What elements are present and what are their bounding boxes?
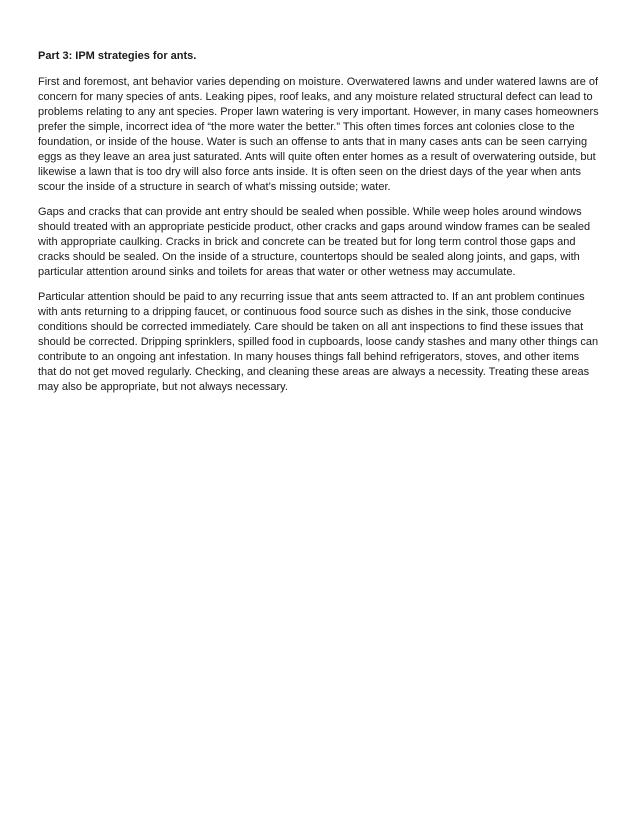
paragraph-gaps-cracks: Gaps and cracks that can provide ant entry should be sealed when possible. While weep holes around windows should treated with an appropriate pesticide product, other cracks and gaps around window frames can be sealed with appropriate caulking. Cracks in brick and concrete can be treated but for long term control those gaps and cracks should be sealed. On the inside of a structure, countertops should be sealed along joints, and gaps, with particular attention around sinks and toilets for areas that water or other wetness may accumulate. <box>38 206 591 278</box>
paragraph-recurring-issues: Particular attention should be paid to any recurring issue that ants seem attracted to. If an ant problem continues with ants returning to a dripping faucet, or continuous food source such as dishes in the sink, those conducive conditions should be corrected immediately. Care should be taken on all ant inspections to find these issues that should be corrected. Dripping sprinklers, spilled food in cupboards, loose candy stashes and many other things can contribute to an ongoing ant infestation. In many houses things fall behind refrigerators, stoves, and other items that do not get moved regularly. Checking, and cleaning these areas are always a necessity. Treating these areas may also be appropriate, but not always necessary. <box>38 291 599 393</box>
section-heading: Part 3: IPM strategies for ants. <box>38 50 197 62</box>
document-page <box>38 49 600 405</box>
paragraph-moisture: First and foremost, ant behavior varies depending on moisture. Overwatered lawns and under watered lawns are of concern for many species of ants. Leaking pipes, roof leaks, and any moisture related structural defect can lead to problems relating to any ant species. Proper lawn watering is very important. However, in many cases homeowners prefer the simple, incorrect idea of “the more water the better.” This often times forces ant colonies close to the foundation, or inside of the house. Water is such an offense to ants that in many cases ants can be seen carrying eggs as they leave an area just saturated. Ants will quite often enter homes as a result of overwatering outside, but likewise a lawn that is too dry will also force ants inside. It is often seen on the driest days of the year when ants scour the inside of a structure in search of what’s missing outside; water. <box>38 76 599 193</box>
